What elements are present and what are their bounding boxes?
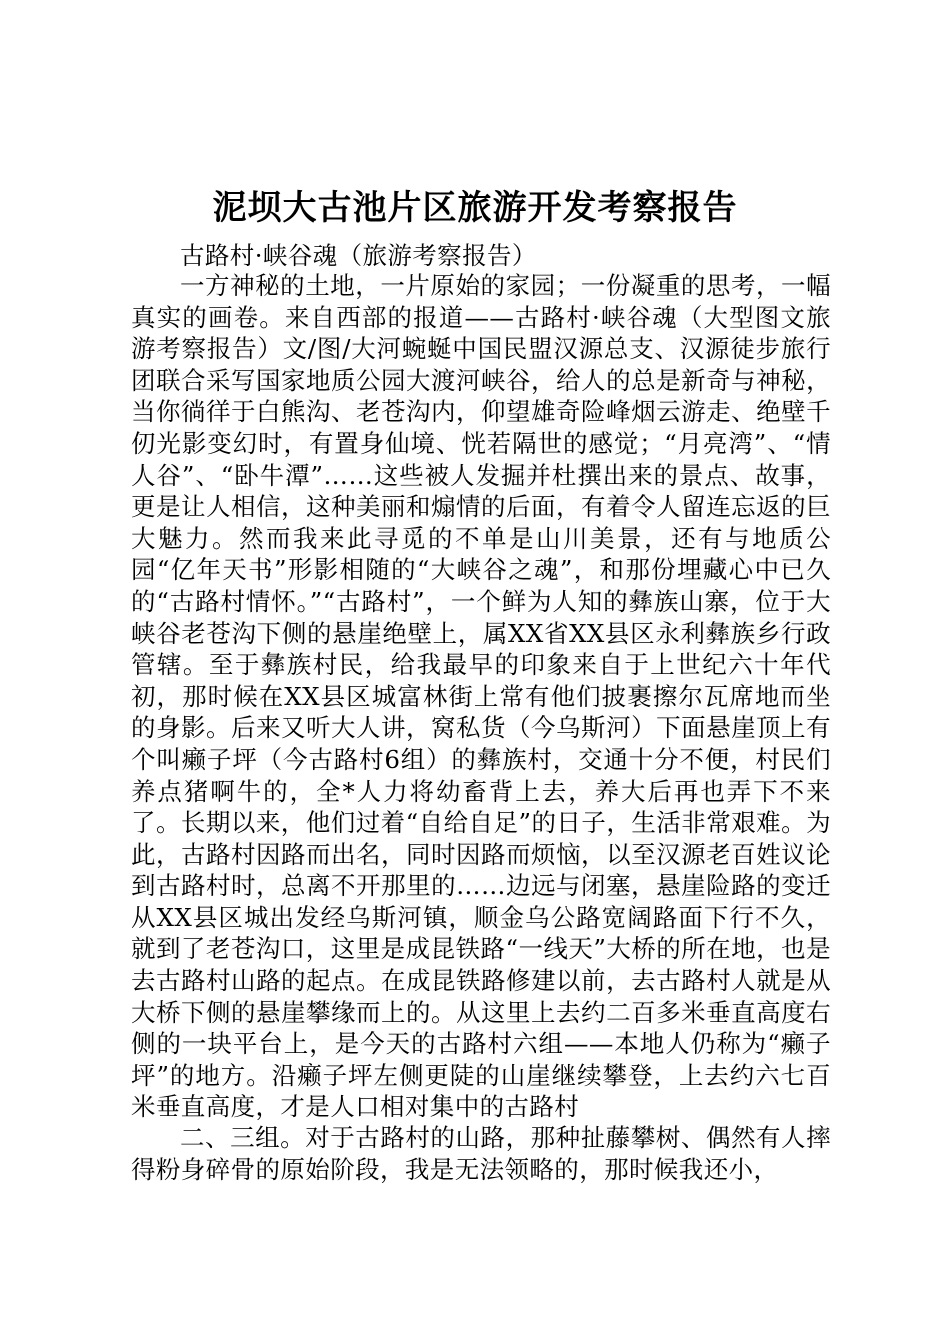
document-subtitle: 古路村·峡谷魂（旅游考察报告） <box>180 241 537 270</box>
paragraph-2: 二、三组。对于古路村的山路，那种扯藤攀树、偶然有人摔得粉身碎骨的原始阶段，我是无法领略的，那时候我还小， <box>131 1123 831 1184</box>
document-title: 泥坝大古池片区旅游开发考察报告 <box>212 188 738 228</box>
paragraph-1: 一方神秘的土地，一片原始的家园；一份凝重的思考，一幅真实的画卷。来自西部的报道——古路村·峡谷魂（大型图文旅游考察报告）文/图/大河蜿蜒中国民盟汉源总支、汉源徒步旅行团联合采写国家地质公园大渡河峡谷，给人的总是新奇与神秘，当你徜徉于白熊沟、老苍沟内，仰望雄奇险峰烟云游走、绝壁千仞光影变幻时，有置身仙境、恍若隔世的感觉；“月亮湾”、“情人谷”、“卧牛潭”……这些被人发掘并杜撰出来的景点、故事，更是让人相信，这种美丽和煽情的后面，有着令人留连忘返的巨大魅力。然而我来此寻觅的不单是山川美景，还有与地质公园“亿年天书”形影相随的“大峡谷之魂”，和那份埋藏心中已久的“古路村情怀。”“古路村”，一个鲜为人知的彝族山寨，位于大峡谷老苍沟下侧的悬崖绝壁上，属XX省XX县区永利彝族乡行政管辖。至于彝族村民，给我最早的印象来自于上世纪六十年代初，那时候在XX县区城富林街上常有他们披裹擦尔瓦席地而坐的身影。后来又听大人讲，窝私货（今乌斯河）下面悬崖顶上有个叫癞子坪（今古路村6组）的彝族村，交通十分不便，村民们养点猪啊牛的，全*人力将幼畜背上去，养大后再也弄下不来了。长期以来，他们过着“自给自足”的日子，生活非常艰难。为此，古路村因路而出名，同时因路而烦恼，以至汉源老百姓议论到古路村时，总离不开那里的……边远与闭塞，悬崖险路的变迁从XX县区城出发经乌斯河镇，顺金乌公路宽阔路面下行不久，就到了老苍沟口，这里是成昆铁路“一线天”大桥的所在地，也是去古路村山路的起点。在成昆铁路修建以前，去古路村人就是从大桥下侧的悬崖攀缘而上的。从这里上去约二百多米垂直高度右侧的一块平台上，是今天的古路村六组——本地人仍称为“癞子坪”的地方。沿癞子坪左侧更陡的山崖继续攀登，上去约六七百米垂直高度，才是人口相对集中的古路村 <box>131 271 831 1122</box>
